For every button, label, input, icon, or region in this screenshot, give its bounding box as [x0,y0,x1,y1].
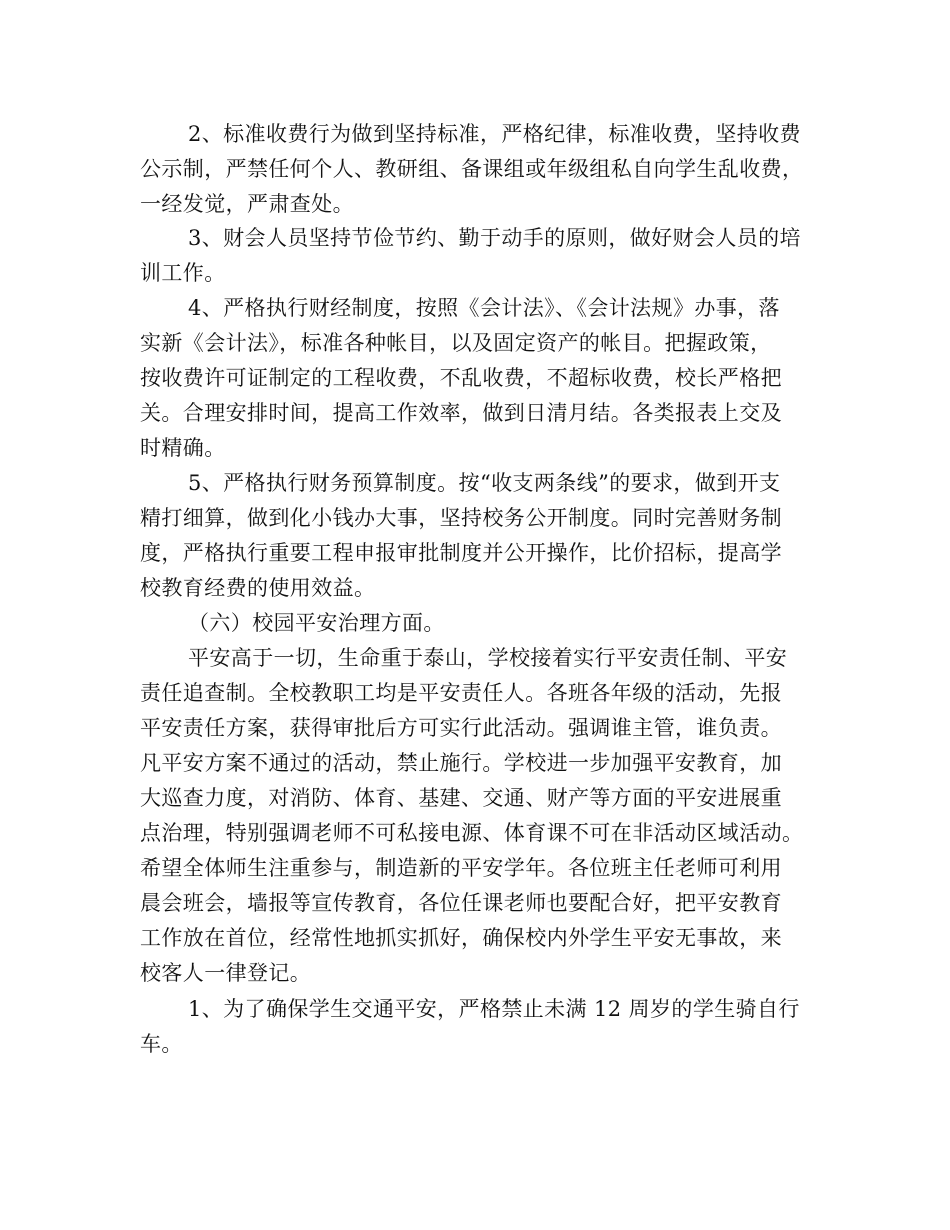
text-line: 工作放在首位，经常性地抓实抓好，确保校内外学生平安无事故，来 [140,926,782,950]
text-line: 2、标准收费行为做到坚持标准，严格纪律，标准收费，坚持收费 [188,122,801,146]
text-line: 责任追查制。全校教职工均是平安责任人。各班各年级的活动，先报 [140,681,782,705]
text-line: 平安责任方案，获得审批后方可实行此活动。强调谁主管，谁负责。 [140,716,782,740]
text-line: 5、严格执行财务预算制度。按“收支两条线”的要求，做到开支 [188,471,781,495]
section-heading: （六）校园平安治理方面。 [188,611,445,635]
text-line: 校客人一律登记。 [140,961,312,985]
text-line: 一经发觉，严肃查处。 [140,192,354,216]
text-line: 晨会班会，墙报等宣传教育，各位任课老师也要配合好，把平安教育 [140,891,782,915]
text-line: 4、严格执行财经制度，按照《会计法》、《会计法规》办事，落 [188,296,780,320]
text-line: 平安高于一切，生命重于泰山，学校接着实行平安责任制、平安 [188,646,788,670]
text-line: 凡平安方案不通过的活动，禁止施行。学校进一步加强平安教育，加 [140,751,782,775]
text-line: 希望全体师生注重参与，制造新的平安学年。各位班主任老师可利用 [140,856,782,880]
text-line: 训工作。 [140,261,226,285]
text-line: 校教育经费的使用效益。 [140,576,376,600]
text-line: 公示制，严禁任何个人、教研组、备课组或年级组私自向学生乱收费， [140,157,804,181]
text-line: 大巡查力度，对消防、体育、基建、交通、财产等方面的平安进展重 [140,786,782,810]
text-line: 时精确。 [140,436,226,460]
text-line: 实新《会计法》，标准各种帐目，以及固定资产的帐目。把握政策， [140,331,772,355]
text-line: 按收费许可证制定的工程收费，不乱收费，不超标收费，校长严格把 [140,366,782,390]
text-line: 精打细算，做到化小钱办大事，坚持校务公开制度。同时完善财务制 [140,506,782,530]
text-line: 关。合理安排时间，提高工作效率，做到日清月结。各类报表上交及 [140,401,782,425]
text-line: 度，严格执行重要工程申报审批制度并公开操作，比价招标，提高学 [140,541,782,565]
text-line: 3、财会人员坚持节俭节约、勤于动手的原则，做好财会人员的培 [188,226,801,250]
text-line: 车。 [140,1032,183,1056]
text-line: 1、为了确保学生交通平安，严格禁止未满 12 周岁的学生骑自行 [188,997,800,1021]
text-line: 点治理，特别强调老师不可私接电源、体育课不可在非活动区域活动。 [140,821,804,845]
